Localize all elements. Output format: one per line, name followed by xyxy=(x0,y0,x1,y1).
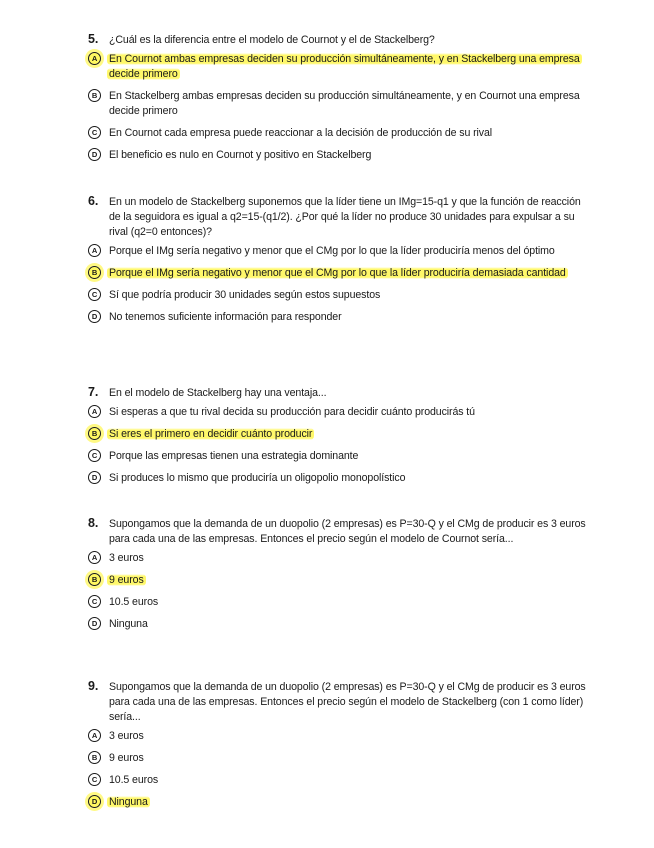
option-letter-circle: D xyxy=(88,471,101,484)
option-5d[interactable] xyxy=(88,148,588,163)
option-letter-circle: B xyxy=(88,751,101,764)
option-letter-circle: B xyxy=(88,573,101,586)
option-6c[interactable] xyxy=(88,288,588,303)
option-7c[interactable] xyxy=(88,449,588,464)
option-letter-circle: D xyxy=(88,148,101,161)
option-letter-circle: D xyxy=(88,310,101,323)
option-letter-circle: D xyxy=(88,795,101,808)
option-8a[interactable] xyxy=(88,551,588,566)
option-letter-circle: C xyxy=(88,126,101,139)
option-9b[interactable] xyxy=(88,751,588,766)
option-text: Porque el IMg sería negativo y menor que el CMg por lo que la líder produciría menos del óptimo xyxy=(109,245,555,257)
option-letter-circle: C xyxy=(88,595,101,608)
question-number: 9. xyxy=(88,679,99,693)
option-letter-circle: A xyxy=(88,551,101,564)
option-letter-circle: C xyxy=(88,449,101,462)
question-number: 7. xyxy=(88,385,99,399)
option-6a[interactable] xyxy=(88,244,588,259)
option-9a[interactable] xyxy=(88,729,588,744)
option-8d[interactable] xyxy=(88,617,588,632)
option-8b[interactable] xyxy=(88,573,588,588)
question-text: Supongamos que la demanda de un duopolio (2 empresas) es P=30-Q y el CMg de producir es 3 euros para cada una de las empresas. Entonces el precio según el modelo de Stackelberg (con 1 como líder) sería... xyxy=(109,681,586,723)
option-text: Sí que podría producir 30 unidades según estos supuestos xyxy=(109,289,381,301)
option-letter-circle: A xyxy=(88,52,101,65)
question-text: ¿Cuál es la diferencia entre el modelo de Cournot y el de Stackelberg? xyxy=(109,34,435,46)
question-9 xyxy=(88,680,588,810)
option-9c[interactable] xyxy=(88,773,588,788)
option-letter-circle: A xyxy=(88,244,101,257)
option-5c[interactable] xyxy=(88,126,588,141)
option-8c[interactable] xyxy=(88,595,588,610)
option-6b[interactable] xyxy=(88,266,588,281)
option-text: Si produces lo mismo que produciría un oligopolio monopolístico xyxy=(109,472,406,484)
option-5b[interactable] xyxy=(88,89,588,119)
option-letter-circle: C xyxy=(88,288,101,301)
option-text: El beneficio es nulo en Cournot y positivo en Stackelberg xyxy=(109,149,372,161)
option-5a[interactable] xyxy=(88,52,588,82)
option-text: 10.5 euros xyxy=(109,774,159,786)
option-letter-circle: B xyxy=(88,427,101,440)
option-text: En Stackelberg ambas empresas deciden su producción simultáneamente, y en Cournot una empresa decide primero xyxy=(109,90,580,117)
option-7a[interactable] xyxy=(88,405,588,420)
option-text: Porque el IMg sería negativo y menor que el CMg por lo que la líder produciría demasiada cantidad xyxy=(109,267,566,279)
option-letter-circle: A xyxy=(88,405,101,418)
option-text: 9 euros xyxy=(109,752,144,764)
option-text: Ninguna xyxy=(109,618,148,630)
option-letter-circle: B xyxy=(88,266,101,279)
option-7b[interactable] xyxy=(88,427,588,442)
question-number: 5. xyxy=(88,32,99,46)
question-number: 8. xyxy=(88,516,99,530)
question-number: 6. xyxy=(88,194,99,208)
option-6d[interactable] xyxy=(88,310,588,325)
option-letter-circle: D xyxy=(88,617,101,630)
option-letter-circle: C xyxy=(88,773,101,786)
option-letter-circle: B xyxy=(88,89,101,102)
option-text: No tenemos suficiente información para responder xyxy=(109,311,342,323)
question-8 xyxy=(88,517,588,632)
option-text: 9 euros xyxy=(109,574,144,586)
option-text: Ninguna xyxy=(109,796,148,808)
option-letter-circle: A xyxy=(88,729,101,742)
option-text: Si eres el primero en decidir cuánto producir xyxy=(109,428,313,440)
option-text: Si esperas a que tu rival decida su producción para decidir cuánto producirás tú xyxy=(109,406,475,418)
question-7 xyxy=(88,386,588,486)
option-7d[interactable] xyxy=(88,471,588,486)
option-text: En Cournot ambas empresas deciden su producción simultáneamente, y en Stackelberg una empresa decide primero xyxy=(109,53,580,80)
question-text: En un modelo de Stackelberg suponemos que la líder tiene un IMg=15-q1 y que la función de reacción de la seguidora es igual a q2=15-(q1/2). ¿Por qué la líder no produce 30 unidades para expulsar a su rival (q2=0 entonces)? xyxy=(109,196,581,238)
question-text: Supongamos que la demanda de un duopolio (2 empresas) es P=30-Q y el CMg de producir es 3 euros para cada una de las empresas. Entonces el precio según el modelo de Cournot sería... xyxy=(109,518,586,545)
question-text: En el modelo de Stackelberg hay una ventaja... xyxy=(109,387,327,399)
option-text: 3 euros xyxy=(109,730,144,742)
option-text: En Cournot cada empresa puede reaccionar a la decisión de producción de su rival xyxy=(109,127,493,139)
option-text: Porque las empresas tienen una estrategia dominante xyxy=(109,450,359,462)
question-5 xyxy=(88,33,588,163)
question-6 xyxy=(88,195,588,325)
option-text: 3 euros xyxy=(109,552,144,564)
option-9d[interactable] xyxy=(88,795,588,810)
option-text: 10.5 euros xyxy=(109,596,159,608)
